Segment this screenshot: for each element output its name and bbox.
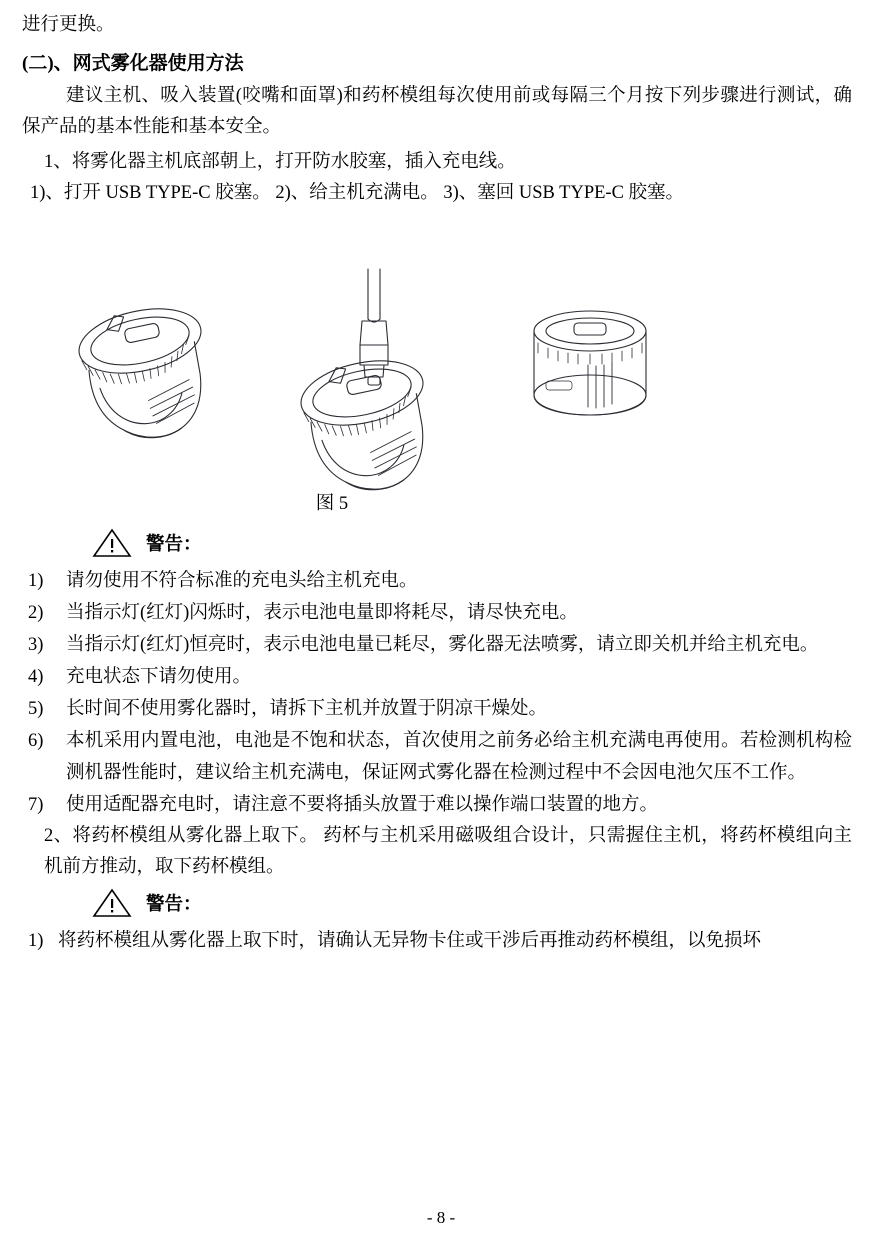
top-fragment-text: 进行更换。 bbox=[22, 15, 115, 35]
list-item bbox=[22, 725, 852, 789]
list-item bbox=[22, 629, 852, 661]
substeps-text: 1)、打开 USB TYPE-C 胶塞。 2)、给主机充满电。 3)、塞回 USB TYPE-C 胶塞。 bbox=[30, 183, 685, 203]
list-item-text: 长时间不使用雾化器时，请拆下主机并放置于阴凉干燥处。 bbox=[66, 699, 548, 719]
warning-label-2: 警告： bbox=[146, 895, 202, 915]
list-item-number: 5) bbox=[28, 699, 44, 719]
warning-label-1: 警告： bbox=[146, 535, 202, 555]
warning-list-2 bbox=[22, 925, 852, 957]
warning-triangle-icon bbox=[92, 528, 132, 558]
list-item bbox=[22, 693, 852, 725]
step-2-text: 2、将药杯模组从雾化器上取下。 药杯与主机采用磁吸组合设计，只需握住主机，将药杯模组向主机前方推动，取下药杯模组。 bbox=[44, 826, 852, 877]
list-item-number: 2) bbox=[28, 603, 44, 623]
list-item-text: 请勿使用不符合标准的充电头给主机充电。 bbox=[66, 571, 418, 591]
list-item-text: 当指示灯(红灯)恒亮时，表示电池电量已耗尽，雾化器无法喷雾，请立即关机并给主机充电。 bbox=[66, 635, 819, 655]
list-item-number: 3) bbox=[28, 635, 44, 655]
list-item-text: 当指示灯(红灯)闪烁时，表示电池电量即将耗尽，请尽快充电。 bbox=[66, 603, 578, 623]
warning-triangle-icon bbox=[92, 888, 132, 918]
list-item-number: 1) bbox=[28, 571, 44, 591]
list-item-number: 7) bbox=[28, 795, 44, 815]
intro-paragraph: 建议主机、吸入装置(咬嘴和面罩)和药杯模组每次使用前或每隔三个月按下列步骤进行测试，确保产品的基本性能和基本安全。 bbox=[22, 86, 852, 137]
list-item bbox=[22, 661, 852, 693]
figure-5-illustration bbox=[22, 223, 852, 491]
list-item-text: 将药杯模组从雾化器上取下时，请确认无异物卡住或干涉后再推动药杯模组，以免损坏 bbox=[58, 931, 762, 951]
page-number: - 8 - bbox=[426, 1208, 456, 1227]
list-item-text: 本机采用内置电池，电池是不饱和状态，首次使用之前务必给主机充满电再使用。若检测机构检测机器性能时，建议给主机充满电，保证网式雾化器在检测过程中不会因电池欠压不工作。 bbox=[66, 731, 852, 783]
list-item-number: 4) bbox=[28, 667, 44, 687]
list-item bbox=[22, 789, 852, 821]
warning-row-1 bbox=[22, 523, 852, 563]
list-item bbox=[22, 565, 852, 597]
list-item-number: 1) bbox=[28, 931, 44, 951]
list-item-text: 充电状态下请勿使用。 bbox=[66, 667, 252, 687]
list-item bbox=[22, 925, 852, 957]
figure-caption: 图 5 bbox=[315, 494, 349, 514]
list-item-text: 使用适配器充电时，请注意不要将插头放置于难以操作端口装置的地方。 bbox=[66, 795, 659, 815]
section-heading: (二)、网式雾化器使用方法 bbox=[22, 53, 244, 74]
list-item-number: 6) bbox=[28, 731, 44, 751]
nebulizer-devices-svg bbox=[22, 223, 882, 491]
list-item bbox=[22, 597, 852, 629]
step-1-text: 1、将雾化器主机底部朝上，打开防水胶塞，插入充电线。 bbox=[44, 152, 516, 172]
warning-list-1 bbox=[22, 565, 852, 821]
warning-row-2 bbox=[22, 883, 852, 923]
